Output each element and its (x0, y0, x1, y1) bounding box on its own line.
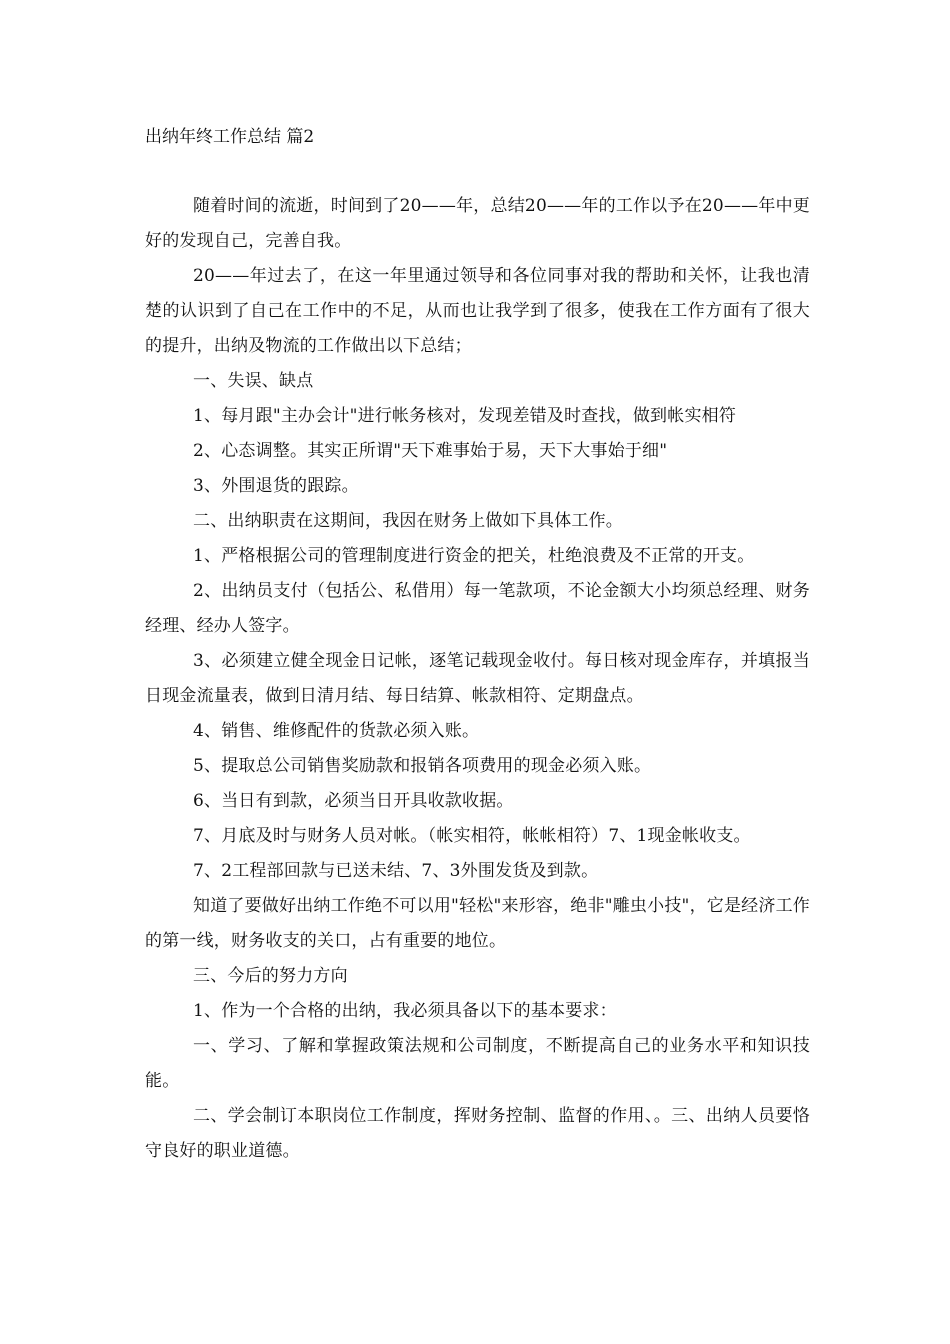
document-body (145, 189, 810, 1169)
list-item: 4、销售、维修配件的货款必须入账。 (193, 721, 480, 741)
section-heading: 一、失误、缺点 (193, 371, 314, 391)
paragraph: 随着时间的流逝，时间到了20——年，总结20——年的工作以予在20——年中更好的发现自己，完善自我。 (145, 196, 810, 251)
list-item: 7、月底及时与财务人员对帐。（帐实相符，帐帐相符）7、1现金帐收支。 (193, 826, 751, 846)
list-item: 5、提取总公司销售奖励款和报销各项费用的现金必须入账。 (193, 756, 652, 776)
list-item: 2、心态调整。其实正所谓"天下难事始于易，天下大事始于细" (193, 441, 668, 461)
list-item: 一、学习、了解和掌握政策法规和公司制度，不断提高自己的业务水平和知识技能。 (145, 1036, 810, 1091)
paragraph: 知道了要做好出纳工作绝不可以用"轻松"来形容，绝非"雕虫小技"，它是经济工作的第一线，财务收支的关口，占有重要的地位。 (145, 896, 810, 951)
list-item: 二、学会制订本职岗位工作制度，挥财务控制、监督的作用、。三、出纳人员要恪守良好的职业道德。 (145, 1106, 810, 1161)
list-item: 6、当日有到款，必须当日开具收款收据。 (193, 791, 514, 811)
list-item: 1、作为一个合格的出纳，我必须具备以下的基本要求： (193, 1001, 617, 1021)
list-item: 1、严格根据公司的管理制度进行资金的把关，杜绝浪费及不正常的开支。 (193, 546, 755, 566)
section-heading: 三、今后的努力方向 (193, 966, 348, 986)
list-item: 7、2工程部回款与已送未结、7、3外围发货及到款。 (193, 861, 599, 881)
paragraph: 20——年过去了，在这一年里通过领导和各位同事对我的帮助和关怀，让我也清楚的认识到了自己在工作中的不足，从而也让我学到了很多，使我在工作方面有了很大的提升，出纳及物流的工作做出以下总结； (145, 266, 810, 356)
list-item: 2、出纳员支付（包括公、私借用）每一笔款项，不论金额大小均须总经理、财务经理、经办人签字。 (145, 581, 810, 636)
list-item: 3、必须建立健全现金日记帐，逐笔记载现金收付。每日核对现金库存，并填报当日现金流量表，做到日清月结、每日结算、帐款相符、定期盘点。 (145, 651, 810, 706)
document-title: 出纳年终工作总结 篇2 (145, 127, 315, 147)
section-heading: 二、出纳职责在这期间，我因在财务上做如下具体工作。 (193, 511, 623, 531)
list-item: 3、外围退货的跟踪。 (193, 476, 359, 496)
list-item: 1、每月跟"主办会计"进行帐务核对，发现差错及时查找，做到帐实相符 (193, 406, 737, 426)
